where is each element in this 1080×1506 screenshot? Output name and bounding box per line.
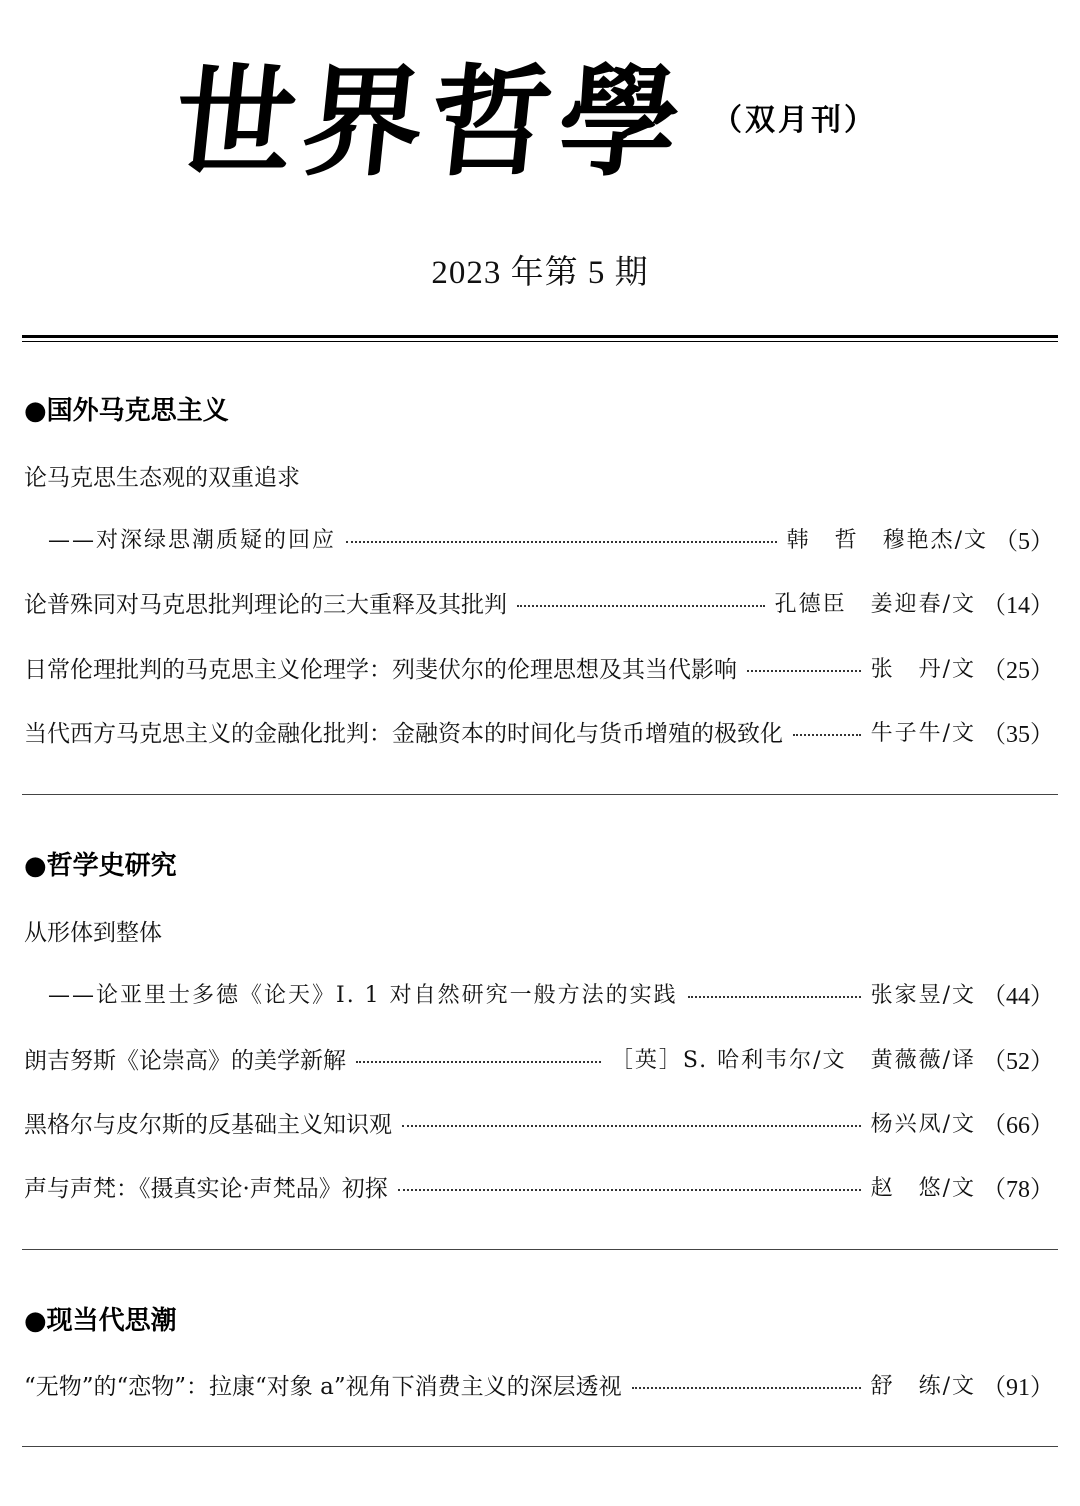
section-title-contemporary-thought: ●现当代思潮 xyxy=(24,1306,177,1336)
section-divider xyxy=(22,1446,1058,1447)
toc-entry-title: 朗吉努斯《论崇高》的美学新解 xyxy=(24,1047,346,1074)
journal-logo: 世界哲學 xyxy=(167,52,695,193)
toc-entry[interactable] xyxy=(48,518,1054,558)
section-divider xyxy=(22,1249,1058,1250)
toc-entry-subtitle: ——论亚里士多德《论天》I. 1 对自然研究一般方法的实践 xyxy=(48,982,678,1008)
leader-dots xyxy=(517,605,765,607)
toc-entry[interactable] xyxy=(24,1364,1054,1404)
toc-entry-title[interactable]: 从形体到整体 xyxy=(24,920,162,946)
toc-entry-title: 日常伦理批判的马克思主义伦理学：列斐伏尔的伦理思想及其当代影响 xyxy=(24,656,737,683)
issue-number: 2023 年第 5 期 xyxy=(431,255,649,291)
toc-entry-page: （78） xyxy=(982,1176,1054,1203)
leader-dots xyxy=(402,1125,861,1127)
toc-entry[interactable] xyxy=(24,711,1054,751)
toc-entry-author: 孔德臣 姜迎春/文 xyxy=(774,591,976,617)
toc-entry-author: 牛子牛/文 xyxy=(870,720,976,746)
leader-dots xyxy=(356,1061,601,1063)
leader-dots xyxy=(632,1387,861,1389)
leader-dots xyxy=(793,734,861,736)
toc-entry-title: 论普殊同对马克思批判理论的三大重释及其批判 xyxy=(24,591,507,618)
leader-dots xyxy=(688,996,861,998)
section-title-history-of-philosophy: ●哲学史研究 xyxy=(24,851,177,881)
leader-dots xyxy=(747,670,861,672)
section-divider xyxy=(22,794,1058,795)
toc-entry[interactable] xyxy=(24,647,1054,687)
toc-entry-author: 张家昱/文 xyxy=(870,982,976,1008)
leader-dots xyxy=(398,1189,861,1191)
toc-entry[interactable] xyxy=(24,1166,1054,1206)
masthead xyxy=(0,40,1080,215)
toc-entry-author: 张 丹/文 xyxy=(870,656,976,682)
section-title-foreign-marxism: ●国外马克思主义 xyxy=(24,396,229,426)
toc-entry-subtitle: ——对深绿思潮质疑的回应 xyxy=(48,527,337,553)
toc-entry-page: （91） xyxy=(982,1374,1054,1401)
toc-entry[interactable] xyxy=(48,973,1054,1013)
toc-entry-author: 杨兴凤/文 xyxy=(870,1111,976,1137)
toc-entry-page: （5） xyxy=(994,528,1054,555)
toc-entry-author: 赵 悠/文 xyxy=(870,1175,976,1201)
toc-entry-author: ［英］S. 哈利韦尔/文 黄薇薇/译 xyxy=(610,1047,976,1073)
toc-entry-page: （44） xyxy=(982,983,1054,1010)
toc-entry-page: （25） xyxy=(982,657,1054,684)
toc-entry[interactable] xyxy=(24,1038,1054,1078)
toc-entry-author: 舒 练/文 xyxy=(870,1373,976,1399)
toc-entry-title: 声与声梵：《摄真实论·声梵品》初探 xyxy=(24,1175,388,1202)
toc-entry[interactable] xyxy=(24,582,1054,622)
toc-entry-page: （35） xyxy=(982,721,1054,748)
toc-entry-title: 当代西方马克思主义的金融化批判：金融资本的时间化与货币增殖的极致化 xyxy=(24,720,783,747)
header-divider xyxy=(22,335,1058,342)
toc-entry-title: 黑格尔与皮尔斯的反基础主义知识观 xyxy=(24,1111,392,1138)
toc-entry-page: （14） xyxy=(982,592,1054,619)
toc-entry-author: 韩 哲 穆艳杰/文 xyxy=(786,527,988,553)
toc-entry-page: （52） xyxy=(982,1048,1054,1075)
toc-entry-page: （66） xyxy=(982,1112,1054,1139)
toc-entry[interactable] xyxy=(24,1102,1054,1142)
leader-dots xyxy=(346,541,777,543)
publication-frequency: （双月刊） xyxy=(712,103,877,138)
toc-entry-title: “无物”的“恋物”：拉康“对象 a”视角下消费主义的深层透视 xyxy=(24,1373,622,1400)
toc-entry-title[interactable]: 论马克思生态观的双重追求 xyxy=(24,465,300,491)
